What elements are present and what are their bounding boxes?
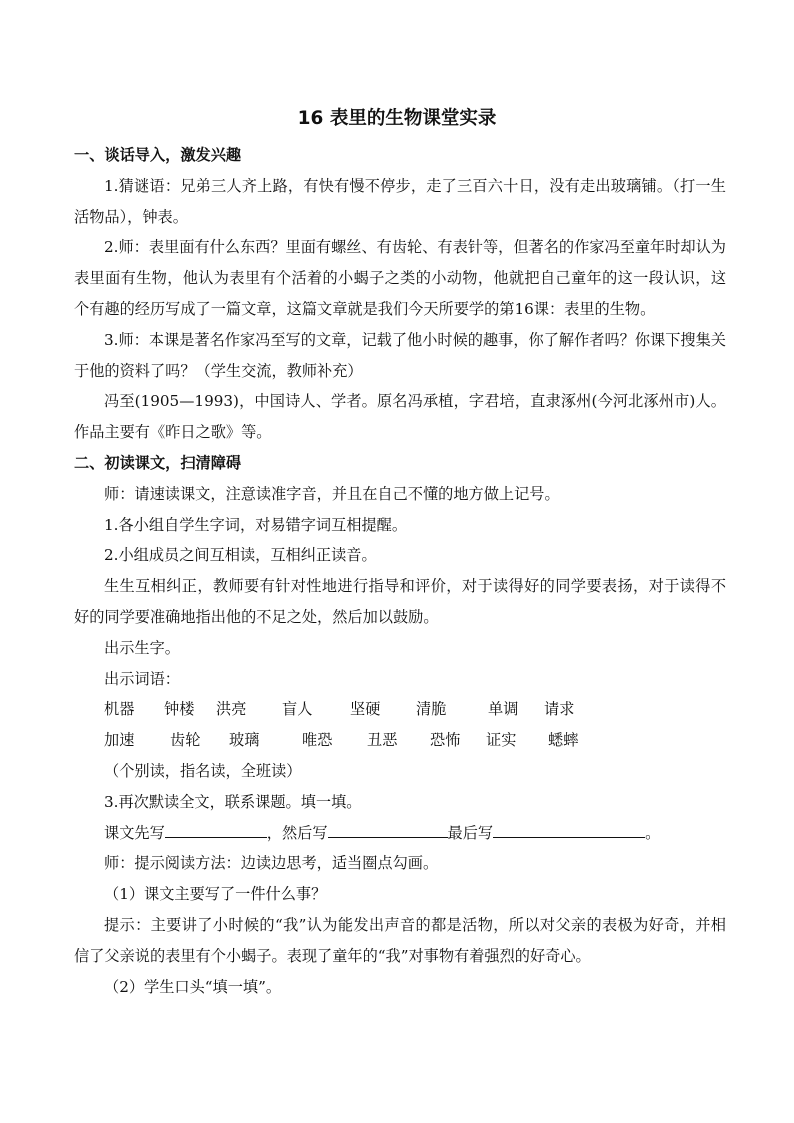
paragraph-show-words: 出示词语： — [104, 669, 180, 688]
paragraph-feedback: 生生互相纠正，教师要有针对性地进行指导和评价，对于读得好的同学要表扬，对于读得不好的同学要准确地指出他的不足之处，然后加以鼓励。 — [74, 577, 726, 626]
paragraph-reading-tip: 师：提示阅读方法：边读边思考，适当圈点勾画。 — [104, 854, 439, 873]
blank-then[interactable] — [328, 819, 448, 838]
fill-in-blank-line — [74, 818, 726, 849]
word-item: 加速 — [104, 731, 135, 750]
word-item: 恐怖 — [430, 731, 461, 750]
paragraph-instruction: 师：请速读课文，注意读准字音，并且在自己不懂的地方做上记号。 — [104, 484, 560, 503]
word-item: 齿轮 — [170, 731, 201, 750]
word-item: 盲人 — [282, 700, 313, 719]
paragraph-question-2: （2）学生口头“填一填”。 — [104, 977, 282, 996]
fill-label-then: ，然后写 — [266, 823, 328, 842]
word-item: 唯恐 — [302, 731, 333, 750]
fill-label-last: 最后写 — [447, 823, 494, 842]
blank-first[interactable] — [165, 819, 267, 838]
paragraph-riddle: 1.猜谜语：兄弟三人齐上路，有快有慢不停步，走了三百六十日，没有走出玻璃铺。（打一生活物品），钟表。 — [74, 176, 726, 226]
word-item: 蟋蟀 — [548, 731, 579, 750]
paragraph-show-chars: 出示生字。 — [104, 638, 180, 657]
word-row-1 — [74, 694, 726, 725]
paragraph-author-question: 3.师：本课是著名作家冯至写的文章，记载了他小时候的趣事，你了解作者吗？你课下搜集关于他的资料了吗？（学生交流，教师补充） — [74, 330, 726, 380]
word-item: 坚硬 — [350, 700, 381, 719]
paragraph-intro: 2.师：表里面有什么东西？里面有螺丝、有齿轮、有表针等，但著名的作家冯至童年时却认为表里面有生物，他认为表里有个活着的小蝎子之类的小动物，他就把自己童年的这一段认识，这个有趣的经历写成了一篇文章，这篇文章就是我们今天所要学的第16课：表里的生物。 — [74, 238, 726, 318]
paragraph-step-1: 1.各小组自学生字词，对易错字词互相提醒。 — [104, 515, 408, 534]
document-body — [74, 140, 726, 1002]
paragraph-question-1: （1）课文主要写了一件什么事？ — [104, 885, 327, 904]
word-item: 单调 — [488, 700, 519, 719]
paragraph-step-2: 2.小组成员之间互相读，互相纠正读音。 — [104, 546, 377, 565]
fill-label-first: 课文先写 — [104, 823, 165, 842]
page-title: 16 表里的生物课堂实录 — [297, 108, 497, 129]
section-heading-2: 二、初读课文，扫清障碍 — [74, 453, 242, 472]
word-item: 洪亮 — [216, 700, 247, 719]
word-item: 证实 — [486, 731, 517, 750]
paragraph-author-bio: 冯至(1905—1993)，中国诗人、学者。原名冯承植，字君培，直隶涿州(今河北涿州市)人。作品主要有《昨日之歌》等。 — [74, 392, 726, 442]
paragraph-reading-modes: （个别读，指名读，全班读） — [104, 761, 302, 780]
word-item: 请求 — [544, 700, 575, 719]
word-item: 丑恶 — [367, 731, 398, 750]
section-heading-1: 一、谈话导入，激发兴趣 — [74, 146, 242, 164]
blank-last[interactable] — [493, 819, 645, 838]
paragraph-step-3: 3.再次默读全文，联系课题。填一填。 — [104, 792, 362, 811]
word-row-2 — [74, 725, 726, 756]
fill-end-mark: 。 — [645, 823, 661, 842]
word-item: 钟楼 — [164, 700, 195, 719]
word-item: 玻璃 — [229, 731, 260, 750]
paragraph-hint: 提示：主要讲了小时候的“我”认为能发出声音的都是活物，所以对父亲的表极为好奇，并相信了父亲说的表里有个小蝎子。表现了童年的“我”对事物有着强烈的好奇心。 — [74, 915, 726, 965]
word-item: 机器 — [104, 700, 135, 719]
word-item: 清脆 — [416, 700, 447, 719]
